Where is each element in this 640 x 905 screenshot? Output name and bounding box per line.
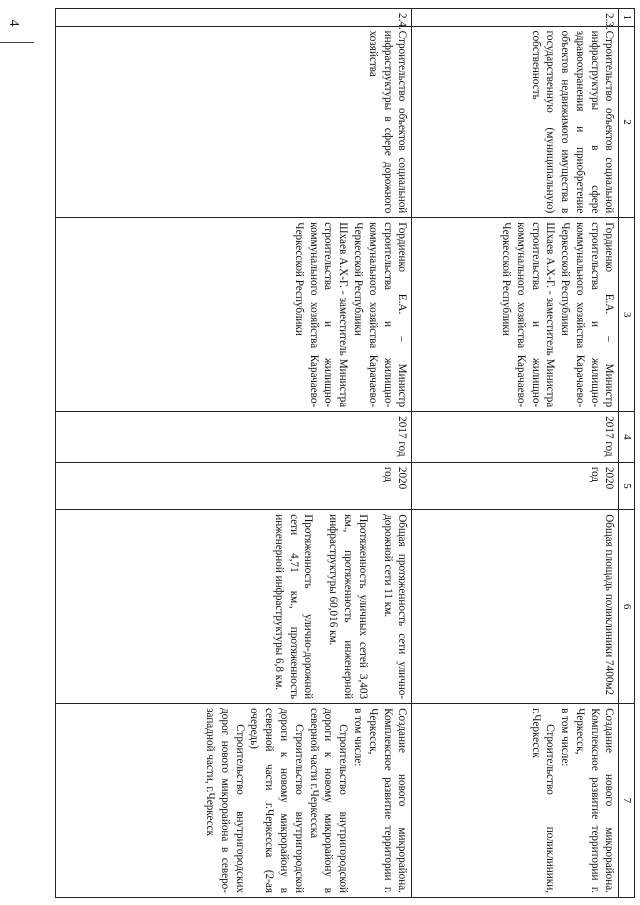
measure-name: Строительство объектов социальной инфраструктуры в сфере здравоохранения и приобретение объектов недвижимого имущества в государственную (муниципальную) собственность: [412, 26, 619, 218]
column-number: 2: [619, 26, 635, 218]
result-text: Общая протяженность сети улично-дорожной сети 11 км.: [381, 514, 409, 700]
events-cell: [412, 704, 619, 898]
event-text: в том числе:: [351, 708, 364, 767]
column-number: 6: [619, 510, 635, 704]
column-number: 1: [619, 9, 635, 27]
result-cell: [56, 510, 412, 704]
table-row: [56, 9, 412, 898]
column-number: 4: [619, 412, 635, 463]
event-text: в том числе:: [559, 708, 572, 767]
event-text: Строительство внутригородских дорог нового микрорайона в северо-западной части, г.Черкесск: [204, 708, 246, 893]
start-year: 2017 год: [56, 412, 412, 463]
event-text: Создание нового микрорайона. Комплексное развитие территории г. Черкесск,: [573, 708, 616, 893]
program-table: [55, 8, 635, 898]
result-cell: [412, 510, 619, 704]
page-number: 4: [6, 19, 21, 27]
result-text: Общая площадь поликлиники 7400м2: [603, 514, 616, 696]
row-number: 2.3.: [412, 9, 619, 27]
end-year: 2020 год: [412, 462, 619, 509]
event-text: Создание нового микрорайона. Комплексное развитие территории г. Черкесск,: [366, 708, 409, 893]
events-cell: [56, 704, 412, 898]
responsible-person: Гордиенко Е.А. – Министр строительства и жилищно-коммунального хозяйства Карачаево-Черкесской Республики: [559, 222, 616, 408]
start-year: 2017 год: [412, 412, 619, 463]
column-number: 3: [619, 218, 635, 412]
responsible-cell: [56, 218, 412, 412]
rotated-page-content: [55, 8, 635, 898]
responsible-person: Шхаев А.Х-Г. - заместитель Министра строительства и жилищно-коммунального хозяйства Карачаево-Черкесской Республики: [500, 222, 557, 408]
result-text: Протяженность улично-дорожной сети 4,71 км., протяженность инженерной инфраструктуры 6,8 км.: [272, 514, 315, 700]
event-text: Строительство внутригородской дороги к новому микрорайону в северной части г.Черкесска (2-ая очередь): [248, 708, 305, 893]
event-text: Строительство поликлиники, г.Черкесск: [529, 708, 557, 893]
column-number: 7: [619, 704, 635, 898]
row-number: 2.4.: [56, 9, 412, 27]
end-year: 2020 год: [56, 462, 412, 509]
column-number-row: [619, 9, 635, 898]
corner-mark: [0, 42, 34, 43]
responsible-cell: [412, 218, 619, 412]
responsible-person: Шхаев А.Х-Г. - заместитель Министра строительства и жилищно-коммунального хозяйства Карачаево-Черкесской Республики: [292, 222, 350, 408]
table-row: [412, 9, 619, 898]
measure-name: Строительство объектов социальной инфраструктуры в сфере дорожного хозяйства: [56, 26, 412, 218]
responsible-person: Гордиенко Е.А. – Министр строительства и жилищно-коммунального хозяйства Карачаево-Черкесской Республики: [351, 222, 409, 408]
result-text: Протяженность уличных сетей 3,403 км., протяженность инженерной инфраструктуры 60,016 км.: [327, 514, 369, 700]
column-number: 5: [619, 462, 635, 509]
event-text: Строительство внутригородской дороги к новому микрорайону в северной части г.Черкесска: [307, 708, 350, 893]
